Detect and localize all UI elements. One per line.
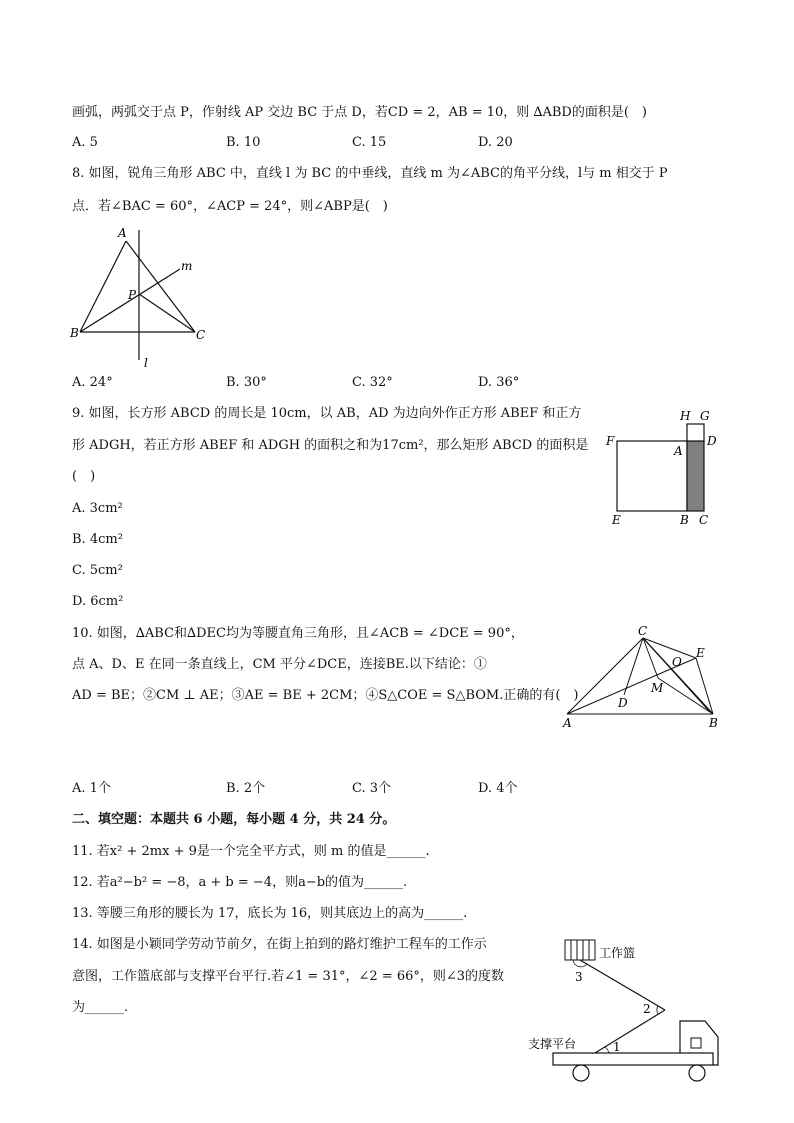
q8-label-l: l (144, 356, 148, 370)
q10-label-m: M (651, 681, 664, 695)
q14-angle2-arc (657, 1006, 658, 1014)
q8-option-a[interactable]: A. 24° (72, 375, 113, 390)
q8-stem-line1: 8. 如图，锐角三角形 ABC 中，直线 l 为 BC 的中垂线，直线 m 为∠ABC的角平分线，l与 m 相交于 P (72, 166, 668, 181)
q10-stem-line2: 点 A、D、E 在同一条直线上，CM 平分∠DCE，连接BE.以下结论：① (72, 657, 487, 672)
q14-label-angle2: 2 (643, 1002, 651, 1016)
q14-basket (565, 940, 595, 960)
q9-label-h: H (680, 409, 691, 423)
q13-text: 13. 等腰三角形的腰长为 17，底长为 16，则其底边上的高为______. (72, 906, 468, 921)
q14-label-platform: 支撑平台 (528, 1037, 577, 1051)
q8-label-m: m (181, 259, 193, 273)
q14-stem-line3: 为______. (72, 1000, 129, 1015)
q8-label-p: P (128, 288, 137, 302)
q8-label-c: C (196, 328, 206, 342)
q14-arm-upper (580, 960, 665, 1010)
q10-label-o: O (672, 655, 682, 669)
q9-label-c: C (699, 513, 709, 527)
q9-option-d[interactable]: D. 6cm² (72, 594, 124, 609)
q11-text: 11. 若x² + 2mx + 9是一个完全平方式，则 m 的值是______. (72, 844, 430, 859)
q10-figure (558, 624, 728, 734)
q10-option-d[interactable]: D. 4个 (478, 781, 518, 796)
q8-figure (68, 225, 218, 370)
q7-option-a[interactable]: A. 5 (72, 135, 98, 150)
q9-option-a[interactable]: A. 3cm² (72, 501, 123, 516)
q14-label-basket: 工作篮 (599, 946, 636, 960)
q14-truck-bed (553, 1053, 713, 1065)
q14-wheel-front (689, 1065, 705, 1081)
q10-seg-bm (658, 678, 713, 714)
q9-figure (600, 404, 730, 529)
q8-option-d[interactable]: D. 36° (478, 375, 520, 390)
q10-option-b[interactable]: B. 2个 (226, 781, 266, 796)
q14-angle1-arc (605, 1047, 609, 1053)
q8-label-b: B (70, 326, 79, 340)
q10-seg-cm (643, 638, 658, 678)
q9-option-c[interactable]: C. 5cm² (72, 563, 123, 578)
q10-label-b: B (709, 716, 718, 730)
q8-option-c[interactable]: C. 32° (352, 375, 393, 390)
q14-stem-line2: 意图，工作篮底部与支撑平台平行.若∠1 = 31°，∠2 = 66°，则∠3的度数 (72, 969, 505, 984)
q14-truck-window (691, 1038, 701, 1048)
q7-option-d[interactable]: D. 20 (478, 135, 513, 150)
q14-wheel-rear (573, 1065, 589, 1081)
q9-square-adgh (687, 424, 704, 441)
q10-seg-ce (643, 638, 696, 658)
q9-stem-line3: ( ) (72, 469, 96, 484)
q14-figure (525, 935, 725, 1090)
q10-stem-line3: AD = BE；②CM ⊥ AE；③AE = BE + 2CM；④S△COE = S△BOM.正确的有( ) (72, 688, 579, 703)
q14-arm-lower (595, 1010, 665, 1053)
q8-label-a: A (118, 226, 127, 240)
q10-option-a[interactable]: A. 1个 (72, 781, 111, 796)
q8-side-ac (126, 241, 195, 332)
q7-stem: 画弧，两弧交于点 P，作射线 AP 交边 BC 于点 D，若CD = 2，AB = 10，则 ∆ABD的面积是( ) (72, 105, 647, 120)
q7-option-c[interactable]: C. 15 (352, 135, 387, 150)
section2-title: 二、填空题：本题共 6 小题，每小题 4 分，共 24 分。 (72, 812, 396, 827)
q9-stem-line1: 9. 如图，长方形 ABCD 的周长是 10cm，以 AB，AD 为边向外作正方形 ABEF 和正方 (72, 406, 582, 421)
q9-label-f: F (606, 434, 615, 448)
q14-label-angle1: 1 (613, 1040, 621, 1054)
q8-option-b[interactable]: B. 30° (226, 375, 267, 390)
q9-label-g: G (700, 409, 710, 423)
q9-option-b[interactable]: B. 4cm² (72, 532, 123, 547)
q10-stem-line1: 10. 如图，∆ABC和∆DEC均为等腰直角三角形，且∠ACB = ∠DCE = 90°， (72, 626, 524, 641)
q10-label-e: E (696, 646, 705, 660)
q9-label-d: D (707, 434, 717, 448)
q14-label-angle3: 3 (575, 970, 583, 984)
q9-stem-line2: 形 ADGH，若正方形 ABEF 和 ADGH 的面积之和为17cm²，那么矩形 ABCD 的面积是 (72, 438, 589, 453)
q14-stem-line1: 14. 如图是小颖同学劳动节前夕，在街上拍到的路灯维护工程车的工作示 (72, 937, 487, 952)
q10-label-d: D (618, 696, 628, 710)
q8-side-ab (80, 241, 126, 332)
q7-option-b[interactable]: B. 10 (226, 135, 261, 150)
q9-label-a: A (674, 444, 683, 458)
q9-rect-abcd (687, 441, 704, 511)
q8-segment-pc (139, 294, 195, 332)
q14-truck-cab (680, 1021, 718, 1065)
q8-stem-line2: 点．若∠BAC = 60°，∠ACP = 24°，则∠ABP是( ) (72, 199, 388, 214)
q10-seg-ac (567, 638, 643, 714)
q10-option-c[interactable]: C. 3个 (352, 781, 392, 796)
q9-label-e: E (612, 513, 621, 527)
q10-seg-cd (624, 638, 643, 695)
q10-label-a: A (563, 716, 572, 730)
q12-text: 12. 若a²−b² = −8，a + b = −4，则a−b的值为______. (72, 875, 408, 890)
q9-label-b: B (680, 513, 689, 527)
q10-label-c: C (638, 624, 648, 638)
